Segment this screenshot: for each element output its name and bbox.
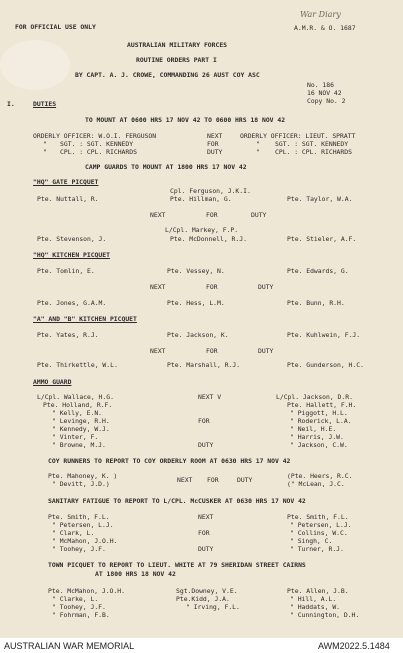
town-mid-1: Pte.Kidd, J.A. <box>176 595 230 603</box>
sanitary-left-2: " Clark, L. <box>52 529 95 537</box>
ab-kitchen-next-right: Pte. Gunderson, H.C. <box>287 361 364 369</box>
hq-gate-title: "HQ" GATE PICQUET <box>33 178 99 186</box>
for-label: FOR <box>206 211 218 219</box>
town-left-1: " Clarke, L. <box>52 595 99 603</box>
camp-guards-line: CAMP GUARDS TO MOUNT AT 1800 HRS 17 NOV 42 <box>85 163 247 171</box>
orderly-cpl-current: CPL. : CPL. RICHARDS <box>60 148 137 156</box>
ammo-right-3: " Roderick, L.A. <box>290 417 352 425</box>
sanitary-left-3: " McMahon, J.O.H. <box>52 537 118 545</box>
sanitary-right-3: " Singh, C. <box>290 537 333 545</box>
next-label: NEXT <box>150 347 166 355</box>
paper-stain <box>0 40 70 90</box>
duty-label: DUTY <box>258 283 274 291</box>
sanitary-right-1: " Petersen, L.J. <box>290 521 352 529</box>
coy-runners-title: COY RUNNERS TO REPORT TO COY ORDERLY ROOM AT 0630 HRS 17 NOV 42 <box>48 457 291 465</box>
for-label: FOR <box>206 347 218 355</box>
sanitary-right-0: Pte. Smith, F.L. <box>287 513 349 521</box>
hq-kitchen-left: Pte. Tomlin, E. <box>37 267 95 275</box>
ab-kitchen-next-mid: Pte. Marshall, R.J. <box>167 361 241 369</box>
ammo-left-3: " Levinge, R.H. <box>52 417 110 425</box>
for-label: FOR <box>198 529 210 537</box>
ammo-right-5: " Harris, J.W. <box>290 433 344 441</box>
ab-kitchen-mid: Pte. Jackson, K. <box>167 331 229 339</box>
mount-line: TO MOUNT AT 0600 HRS 17 NOV 42 TO 0600 HRS 18 NOV 42 <box>85 116 286 124</box>
runners-right-0: (Pte. Heers, R.C. <box>287 472 353 480</box>
hq-kitchen-mid: Pte. Vessey, N. <box>167 267 225 275</box>
for-label: FOR <box>207 476 219 484</box>
section-title: DUTIES <box>33 100 57 108</box>
footer-institution: AUSTRALIAN WAR MEMORIAL <box>4 641 135 651</box>
sanitary-left-1: " Petersen, L.J. <box>52 521 114 529</box>
town-right-0: Pte. Allen, J.B. <box>287 587 349 595</box>
ammo-left-0: L/Cpl. Wallace, H.G. <box>37 393 114 401</box>
form-ref: A.M.R. & O. 1687 <box>294 24 356 32</box>
duty-label: DUTY <box>198 545 214 553</box>
hq-gate-right: Pte. Taylor, W.A. <box>287 195 353 203</box>
ditto-mark: " <box>256 140 260 148</box>
hq-kitchen-title: "HQ" KITCHEN PICQUET <box>33 251 110 259</box>
duty-label: DUTY <box>237 476 253 484</box>
orderly-duty-label: DUTY <box>207 148 223 156</box>
duty-label: DUTY <box>198 441 214 449</box>
doc-title: ROUTINE ORDERS PART I <box>136 56 217 64</box>
ammo-left-6: " Browne, M.J. <box>52 441 106 449</box>
hq-kitchen-right: Pte. Edwards, G. <box>287 267 349 275</box>
hq-gate-left: Pte. Nuttall, R. <box>37 195 99 203</box>
ammo-left-1: Pte. Holland, R.F. <box>43 401 113 409</box>
town-left-2: " Toohey, J.F. <box>52 603 106 611</box>
town-left-0: Pte. McMahon, J.O.H. <box>48 587 125 595</box>
hq-kitchen-next-left: Pte. Jones, G.A.M. <box>37 299 107 307</box>
ditto-mark: " <box>256 148 260 156</box>
hq-gate-next-lcpl: L/Cpl. Markey, F.P. <box>165 226 239 234</box>
town-right-1: " Hill, A.L. <box>290 595 337 603</box>
footer-accession: AWM2022.5.1484 <box>318 641 390 651</box>
ammo-right-1: Pte. Hallett, F.H. <box>287 401 357 409</box>
ab-kitchen-title: "A" AND "B" KITCHEN PICQUET <box>33 315 137 323</box>
next-label: NEXT V <box>198 393 222 401</box>
hq-gate-next-mid: Pte. McDonnell, R.J. <box>170 235 247 243</box>
town-right-2: " Haddats, W. <box>290 603 341 611</box>
copy-no: Copy No. 2 <box>307 97 346 105</box>
hq-gate-mid: Pte. Hillman, G. <box>170 195 232 203</box>
orderly-officer-next: ORDERLY OFFICER: LIEUT. SPRATT <box>240 132 356 140</box>
hq-kitchen-next-right: Pte. Bunn, R.H. <box>287 299 345 307</box>
for-label: FOR <box>198 417 210 425</box>
orderly-sgt-next: SGT. : SGT. KENNEDY <box>275 140 349 148</box>
hq-gate-cpl: Cpl. Ferguson, J.K.I. <box>170 187 251 195</box>
next-label: NEXT <box>150 211 166 219</box>
orderly-sgt-current: SGT. : SGT. KENNEDY <box>60 140 134 148</box>
ammo-right-6: " Jackson, C.W. <box>290 441 348 449</box>
sanitary-left-0: Pte. Smith, F.L. <box>48 513 110 521</box>
hq-gate-next-left: Pte. Stevenson, J. <box>37 235 107 243</box>
order-date: 16 NOV 42 <box>307 89 342 97</box>
sanitary-title: SANITARY FATIGUE TO REPORT TO L/CPL. McCUSKER AT 0630 HRS 17 NOV 42 <box>48 497 306 505</box>
ab-kitchen-left: Pte. Yates, R.J. <box>37 331 99 339</box>
ab-kitchen-right: Pte. Kuhlwein, F.J. <box>287 331 361 339</box>
sanitary-right-4: " Turner, R.J. <box>290 545 344 553</box>
sanitary-right-2: " Collins, W.C. <box>290 529 348 537</box>
runners-right-1: (" McLean, J.C. <box>287 480 345 488</box>
hq-kitchen-next-mid: Pte. Hess, L.M. <box>167 299 225 307</box>
next-label: NEXT <box>150 283 166 291</box>
town-mid-2: " Irving, F.L. <box>186 603 240 611</box>
orderly-officer-current: ORDERLY OFFICER: W.O.I. FERGUSON <box>33 132 157 140</box>
ammo-right-2: " Piggott, H.L. <box>290 409 348 417</box>
town-picquet-title: TOWN PICQUET TO REPORT TO LIEUT. WHITE AT 79 SHERIDAN STREET CAIRNS <box>48 561 306 569</box>
orderly-next-label: NEXT <box>207 132 223 140</box>
ammo-guard-title: AMMO GUARD <box>33 378 72 386</box>
ab-kitchen-next-left: Pte. Thirkettle, W.L. <box>37 361 118 369</box>
org-heading: AUSTRALIAN MILITARY FORCES <box>127 41 228 49</box>
ammo-left-2: " Kelly, E.N. <box>52 409 103 417</box>
ammo-left-5: " Vinter, F. <box>52 433 99 441</box>
handwritten-note: War Diary <box>300 10 341 19</box>
archive-footer <box>0 639 403 653</box>
ditto-mark: " <box>43 140 47 148</box>
town-left-3: " Fohrman, F.B. <box>52 611 110 619</box>
town-picquet-time: AT 1800 HRS 18 NOV 42 <box>95 570 176 578</box>
orderly-for-label: FOR <box>207 140 219 148</box>
by-line: BY CAPT. A. J. CROWE, COMMANDING 26 AUST COY ASC <box>75 71 260 79</box>
runners-left-1: " Devitt, J.D.) <box>52 480 110 488</box>
section-number: I. <box>7 100 15 108</box>
next-label: NEXT <box>198 513 214 521</box>
hq-gate-next-right: Pte. Stieler, A.F. <box>287 235 357 243</box>
order-no: No. 186 <box>307 81 334 89</box>
ammo-right-0: L/Cpl. Jackson, D.R. <box>276 393 353 401</box>
town-right-3: " Cunnington, D.H. <box>290 611 360 619</box>
duty-label: DUTY <box>251 211 267 219</box>
next-label: NEXT <box>177 476 193 484</box>
duty-label: DUTY <box>258 347 274 355</box>
classification: FOR OFFICIAL USE ONLY <box>15 23 96 31</box>
ammo-right-4: " Neil, H.E. <box>290 425 337 433</box>
ammo-left-4: " Kennedy, W.J. <box>52 425 110 433</box>
town-mid-0: Sgt.Downey, V.E. <box>176 587 238 595</box>
orderly-cpl-next: CPL. : CPL. RICHARDS <box>275 148 352 156</box>
ditto-mark: " <box>43 148 47 156</box>
sanitary-left-4: " Toohey, J.F. <box>52 545 106 553</box>
for-label: FOR <box>206 283 218 291</box>
runners-left-0: Pte. Mahoney, K. ) <box>48 472 118 480</box>
